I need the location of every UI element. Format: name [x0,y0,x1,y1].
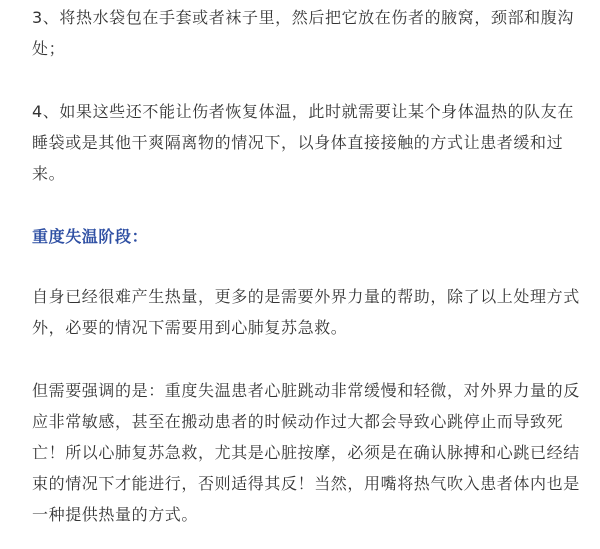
paragraph-step-4: 4、如果这些还不能让伤者恢复体温，此时就需要让某个身体温热的队友在睡袋或是其他干爽隔离物的情况下，以身体直接接触的方式让患者缓和过来。 [32,102,574,183]
section-heading-severe-hypothermia: 重度失温阶段： [32,227,149,246]
paragraph-step-3: 3、将热水袋包在手套或者袜子里，然后把它放在伤者的腋窝，颈部和腹沟处； [32,8,574,58]
paragraph-severe-warning: 但需要强调的是：重度失温患者心脏跳动非常缓慢和轻微，对外界力量的反应非常敏感，甚至在搬动患者的时候动作过大都会导致心跳停止而导致死亡！所以心肺复苏急救，尤其是心脏按摩，必须是在确认脉搏和心跳已经结束的情况下才能进行，否则适得其反！当然，用嘴将热气吹入患者体内也是一种提供热量的方式。 [32,381,580,524]
paragraph-severe-intro: 自身已经很难产生热量，更多的是需要外界力量的帮助，除了以上处理方式外，必要的情况下需要用到心肺复苏急救。 [32,287,580,337]
